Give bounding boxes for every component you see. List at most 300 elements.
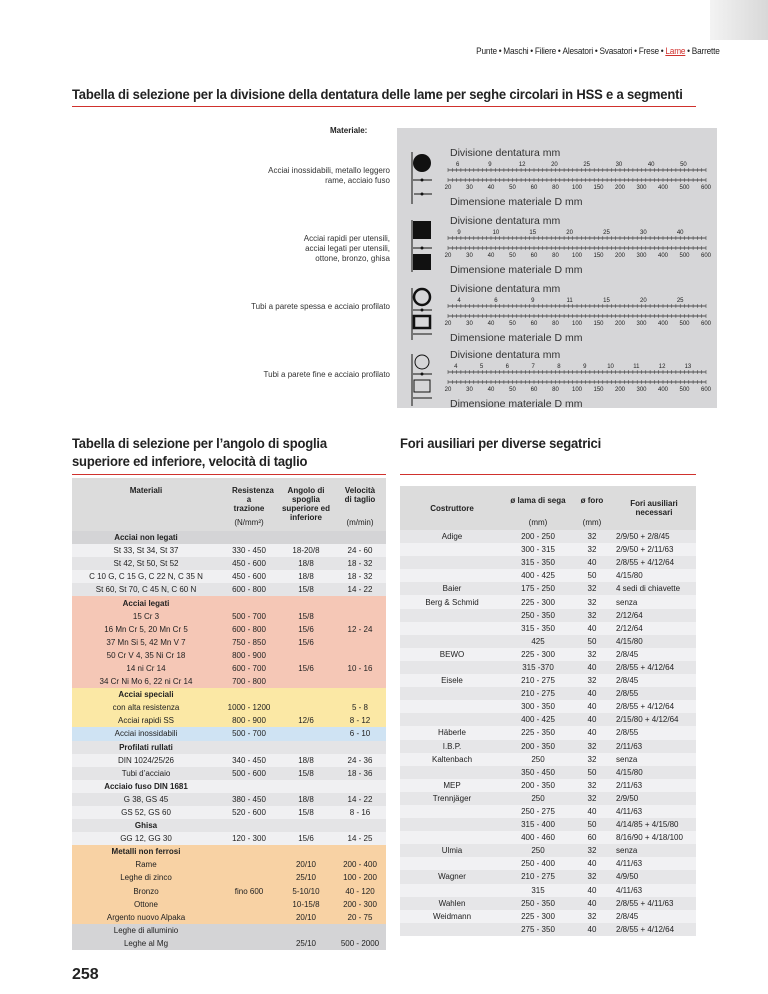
table-row [400,543,696,556]
table-cell: 2/15/80 + 4/12/64 [612,713,696,726]
table-cell [334,845,386,858]
table-cell [334,531,386,544]
nav-link-frese[interactable]: Frese [638,46,660,56]
table-row [72,924,386,937]
category-row [72,780,386,793]
table-cell: 14 - 25 [334,832,386,845]
table-cell: 800 - 900 [220,714,278,727]
table-cell: senza [612,753,696,766]
table-cell [400,766,504,779]
dimension-tick-label: 500 [679,387,690,393]
table-cell: 350 - 450 [504,766,572,779]
table-cell: 15/6 [278,662,334,675]
table-cell: 210 - 275 [504,674,572,687]
table-cell: 2/12/64 [612,609,696,622]
table-cell [334,741,386,754]
table-cell: 18/8 [278,570,334,583]
table-cell: 12 - 24 [334,623,386,636]
teeth-tick-label: 20 [566,230,573,236]
table-cell: 16 Mn Cr 5, 20 Mn Cr 5 [72,623,220,636]
table-cell: 330 - 450 [220,544,278,557]
table-cell: 400 - 460 [504,831,572,844]
table-cell: 4/14/85 + 4/15/80 [612,818,696,831]
ruler-graphic [442,158,710,192]
solid-round-symbol-icon [410,150,436,206]
table-row [72,911,386,924]
table-cell: 5 - 8 [334,701,386,714]
nav-separator: • [530,46,534,56]
table-cell: 250 - 275 [504,805,572,818]
table-row [400,713,696,726]
table-cell: 25/10 [278,937,334,950]
table-cell: 4 sedi di chiavette [612,582,696,595]
table-row [72,754,386,767]
table-cell: 315 [504,884,572,897]
dimension-tick-label: 20 [444,387,452,393]
table-cell [334,649,386,662]
dimension-tick-label: 200 [614,253,626,259]
teeth-tick-label: 40 [647,162,655,168]
table-cell [220,596,278,609]
table-cell: 40 [572,923,612,936]
table-cell [400,687,504,700]
table-cell [400,805,504,818]
table-cell: senza [612,595,696,608]
dimension-tick-label: 40 [487,185,495,191]
teeth-tick-label: 4 [454,364,458,370]
table-row [400,582,696,595]
table-cell: BEWO [400,648,504,661]
table-cell: 225 - 350 [504,726,572,739]
table-row [400,648,696,661]
unit-cell: (N/mm²) [220,513,278,531]
table-cell: 40 [572,897,612,910]
table-cell: Weidmann [400,910,504,923]
teeth-tick-label: 25 [603,230,610,236]
table-cell: 40 [572,622,612,635]
table-cell: 40 [572,805,612,818]
table-row [72,583,386,596]
category-row [72,688,386,701]
table-row [400,569,696,582]
thin-tube-symbol-icon [410,352,436,408]
table-row [72,570,386,583]
ruler-graphic [442,226,710,260]
table-cell: 200 - 350 [504,779,572,792]
table-cell: 32 [572,648,612,661]
table-cell: Acciai inossidabili [72,727,220,740]
table-cell: 32 [572,595,612,608]
table-cell: 14 - 22 [334,793,386,806]
table-cell: 32 [572,870,612,883]
table-row [72,610,386,623]
nav-link-alesatori[interactable]: Alesatori [562,46,594,56]
table-row [72,806,386,819]
table-cell: 40 [572,556,612,569]
category-row [72,845,386,858]
table-cell [334,780,386,793]
table-cell: 18/8 [278,557,334,570]
table-cell: St 60, St 70, C 45 N, C 60 N [72,583,220,596]
table-cell: 300 - 350 [504,700,572,713]
teeth-tick-label: 10 [607,364,614,370]
table-cell: 2/8/45 [612,648,696,661]
table-cell: 32 [572,779,612,792]
dimension-tick-label: 150 [593,321,604,327]
dimension-tick-label: 500 [679,321,690,327]
teeth-tick-label: 20 [551,162,558,168]
page-title: Tabella di selezione per la divisione della dentatura delle lame per seghe circolari in HSS e a segmenti [72,86,683,102]
table-cell [278,649,334,662]
dimension-tick-label: 600 [700,387,712,393]
table-cell: 40 [572,700,612,713]
table-cell: 4/11/63 [612,805,696,818]
table-cell [220,858,278,871]
table-cell: 40 - 120 [334,885,386,898]
header-materials: Materiali [72,478,220,513]
teeth-tick-label: 5 [479,364,484,370]
table-cell: 40 [572,713,612,726]
table-cell: 32 [572,609,612,622]
table-cell: 400 - 425 [504,713,572,726]
table-row [400,766,696,779]
table-row [400,700,696,713]
table-cell: 4/15/80 [612,635,696,648]
nav-link-svasatori[interactable]: Svasatori [599,46,633,56]
table-cell [220,741,278,754]
table-cell: 200 - 300 [334,898,386,911]
table-cell: 200 - 400 [334,858,386,871]
teeth-tick-label: 9 [488,162,492,168]
table2-title: Fori ausiliari per diverse segatrici [400,435,601,451]
table-cell: 425 [504,635,572,648]
table-cell [220,819,278,832]
table-cell [334,688,386,701]
nav-link-maschi[interactable]: Maschi [503,46,529,56]
table-cell: 450 - 600 [220,570,278,583]
table-cell [400,923,504,936]
table-row [400,910,696,923]
teeth-tick-label: 10 [492,230,500,236]
table-cell [220,911,278,924]
material-dimension-label: Dimensione materiale D mm [450,196,583,208]
table-cell: 8 - 12 [334,714,386,727]
table-cell: 2/12/64 [612,622,696,635]
dimension-tick-label: 100 [571,387,583,393]
table-cell: 600 - 700 [220,662,278,675]
table-cell: 2/8/55 + 4/12/64 [612,556,696,569]
table-cell: 50 [572,635,612,648]
teeth-tick-label: 8 [557,364,561,370]
unit-cell: (m/min) [334,513,386,531]
table-cell: 250 - 350 [504,609,572,622]
table-cell: 500 - 2000 [334,937,386,950]
table-cell: 20/10 [278,858,334,871]
table-cell: 32 [572,530,612,543]
table-row [72,662,386,675]
table-cell: GG 12, GG 30 [72,832,220,845]
teeth-tick-label: 15 [603,298,610,304]
table-cell: 2/8/55 + 4/12/64 [612,700,696,713]
table-cell [400,635,504,648]
teeth-tick-label: 20 [639,298,647,304]
material-dimension-label: Dimensione materiale D mm [450,264,583,276]
table-cell [220,845,278,858]
teeth-tick-label: 6 [494,298,498,304]
table-cell: Ghisa [72,819,220,832]
table-row [72,675,386,688]
dimension-tick-label: 300 [636,185,647,191]
material-dimension-label: Dimensione materiale D mm [450,332,583,344]
header-cutting-speed: Velocità di taglio [334,478,386,513]
table-row [400,884,696,897]
table-cell: 380 - 450 [220,793,278,806]
table-cell: Ulmia [400,844,504,857]
table-cell: 600 - 800 [220,623,278,636]
dimension-tick-label: 40 [487,387,495,393]
table-cell: 400 - 425 [504,569,572,582]
table-row [400,753,696,766]
ruler-graphic [442,360,710,394]
dimension-tick-label: 100 [571,321,583,327]
table-cell: 520 - 600 [220,806,278,819]
table-cell: 800 - 900 [220,649,278,662]
table-cell [220,937,278,950]
table-cell [220,871,278,884]
dimension-tick-label: 30 [466,185,473,191]
table-row [400,530,696,543]
table-cell: 34 Cr Ni Mo 6, 22 ni Cr 14 [72,675,220,688]
table-cell: 2/11/63 [612,740,696,753]
table-row [72,701,386,714]
table-cell: 4/15/80 [612,569,696,582]
table-cell: 315 - 350 [504,622,572,635]
table-cell: 15/6 [278,636,334,649]
table-cell: 5-10/10 [278,885,334,898]
nav-separator: • [687,46,691,56]
table-cell: 32 [572,910,612,923]
dimension-tick-label: 400 [657,321,669,327]
table-cell: 15 Cr 3 [72,610,220,623]
table-row [400,635,696,648]
table-cell: 32 [572,543,612,556]
table-cell: 250 - 350 [504,897,572,910]
table-row [400,674,696,687]
table-cell: MEP [400,779,504,792]
table-row [400,831,696,844]
dimension-tick-label: 40 [487,321,495,327]
page-number: 258 [72,966,99,983]
scale-description: Acciai rapidi per utensili, acciai legati per utensili, ottone, bronzo, ghisa [303,234,390,263]
table-cell: 450 - 600 [220,557,278,570]
table-cell: 250 [504,753,572,766]
dimension-tick-label: 500 [679,253,690,259]
category-row [72,596,386,609]
table-cell: 2/8/45 [612,674,696,687]
table-row [72,544,386,557]
teeth-tick-label: 6 [505,364,510,370]
nav-link-punte[interactable]: Punte [476,46,498,56]
table-row [72,937,386,950]
rake-angle-table [72,478,386,950]
table-cell: 2/8/55 [612,687,696,700]
table-row [72,898,386,911]
table-cell: Tubi d’acciaio [72,767,220,780]
table-cell: Argento nuovo Alpaka [72,911,220,924]
table-cell: 4/11/63 [612,857,696,870]
tooth-scale [398,144,716,208]
table-row [72,793,386,806]
teeth-tick-label: 11 [633,364,640,370]
table-cell: 2/8/55 [612,726,696,739]
table-cell: 15/6 [278,832,334,845]
table-cell: 2/9/50 + 2/8/45 [612,530,696,543]
table-cell: 50 [572,569,612,582]
nav-separator: • [595,46,598,56]
dimension-tick-label: 600 [700,253,712,259]
table-cell: 2/9/50 [612,792,696,805]
thick-tube-symbol-icon [410,286,436,342]
dimension-tick-label: 600 [700,185,712,191]
table-cell: 12/6 [278,714,334,727]
table-row [400,622,696,635]
dimension-tick-label: 300 [636,253,647,259]
table-cell: 18 - 32 [334,570,386,583]
dimension-tick-label: 100 [571,253,583,259]
tooth-division-label: Divisione dentatura mm [450,147,561,159]
table-row [72,885,386,898]
table-cell: 40 [572,857,612,870]
table-cell: 100 - 200 [334,871,386,884]
table-cell: Trennjäger [400,792,504,805]
table-cell [334,596,386,609]
table-row [400,740,696,753]
table-cell [220,924,278,937]
table-row [72,727,386,740]
table-cell [278,924,334,937]
table-cell: 225 - 300 [504,595,572,608]
table-cell: Wagner [400,870,504,883]
table-row [72,714,386,727]
table-cell: 18 - 36 [334,767,386,780]
table-cell: 10 - 16 [334,662,386,675]
table-cell [278,727,334,740]
table-cell: 50 Cr V 4, 35 Ni Cr 18 [72,649,220,662]
table-cell: Baier [400,582,504,595]
table-row [400,818,696,831]
table-header-row [400,486,696,514]
teeth-tick-label: 11 [566,298,573,304]
tooth-scale [398,212,716,276]
table-row [400,792,696,805]
table-cell: fino 600 [220,885,278,898]
dimension-tick-label: 30 [466,321,473,327]
teeth-tick-label: 7 [531,364,535,370]
table-cell: 500 - 700 [220,610,278,623]
table-cell: 32 [572,792,612,805]
table-cell: DIN 1024/25/26 [72,754,220,767]
dimension-tick-label: 300 [636,321,647,327]
table-cell: Ottone [72,898,220,911]
teeth-tick-label: 15 [529,230,537,236]
table-cell: GS 52, GS 60 [72,806,220,819]
header-rake-angle: Angolo di spoglia superiore ed inferiore [278,478,334,531]
table-cell: 4/15/80 [612,766,696,779]
table-cell: 20/10 [278,911,334,924]
title-divider [72,106,696,107]
teeth-tick-label: 4 [457,298,461,304]
table-cell: 40 [572,726,612,739]
table-cell: Acciai speciali [72,688,220,701]
table-cell [400,713,504,726]
table-row [400,556,696,569]
table-cell: I.B.P. [400,740,504,753]
solid-square-symbol-icon [410,218,436,274]
table-row [400,726,696,739]
dimension-tick-label: 50 [509,321,516,327]
table-cell: Häberle [400,726,504,739]
dimension-tick-label: 50 [509,387,516,393]
table-cell: 250 [504,792,572,805]
teeth-tick-label: 50 [680,162,687,168]
table-row [400,595,696,608]
table-row [400,857,696,870]
dimension-tick-label: 80 [552,387,559,393]
table-cell [334,636,386,649]
dimension-tick-label: 40 [487,253,495,259]
table-cell: 275 - 350 [504,923,572,936]
table-cell [334,610,386,623]
table-cell: Leghe al Mg [72,937,220,950]
table-cell [400,543,504,556]
dimension-tick-label: 80 [552,321,559,327]
dimension-tick-label: 60 [530,253,538,259]
table-cell: 32 [572,582,612,595]
table-cell: 175 - 250 [504,582,572,595]
nav-link-lame[interactable]: Lame [665,46,686,56]
table-cell: 8 - 16 [334,806,386,819]
table1-title: Tabella di selezione per l’angolo di spoglia superiore ed inferiore, velocità di taglio [72,435,327,469]
teeth-tick-label: 13 [684,364,692,370]
dimension-tick-label: 300 [636,387,647,393]
table-cell: 15/6 [278,623,334,636]
table-row [72,871,386,884]
table-cell: Leghe di alluminio [72,924,220,937]
table-cell [220,531,278,544]
table-cell: 32 [572,740,612,753]
nav-link-filiere[interactable]: Filiere [535,46,557,56]
table-cell: 32 [572,753,612,766]
nav-separator: • [661,46,664,56]
dimension-tick-label: 80 [552,185,559,191]
nav-link-barrette[interactable]: Barrette [692,46,720,56]
table-cell: 210 - 275 [504,870,572,883]
table-cell: 40 [572,687,612,700]
table-cell: 50 [572,766,612,779]
table-cell: 1000 - 1200 [220,701,278,714]
header-auxiliary-holes: Fori ausiliari necessari [612,486,696,530]
table-cell: 315 -370 [504,661,572,674]
table-row [400,844,696,857]
header-blade-diameter: ø lama di sega [504,486,572,514]
table-cell: 250 [504,844,572,857]
table-cell: 2/8/45 [612,910,696,923]
table-cell: 500 - 600 [220,767,278,780]
table-cell: 20 - 75 [334,911,386,924]
teeth-tick-label: 9 [531,298,535,304]
table-cell: Profilati rullati [72,741,220,754]
table-cell: Wahlen [400,897,504,910]
